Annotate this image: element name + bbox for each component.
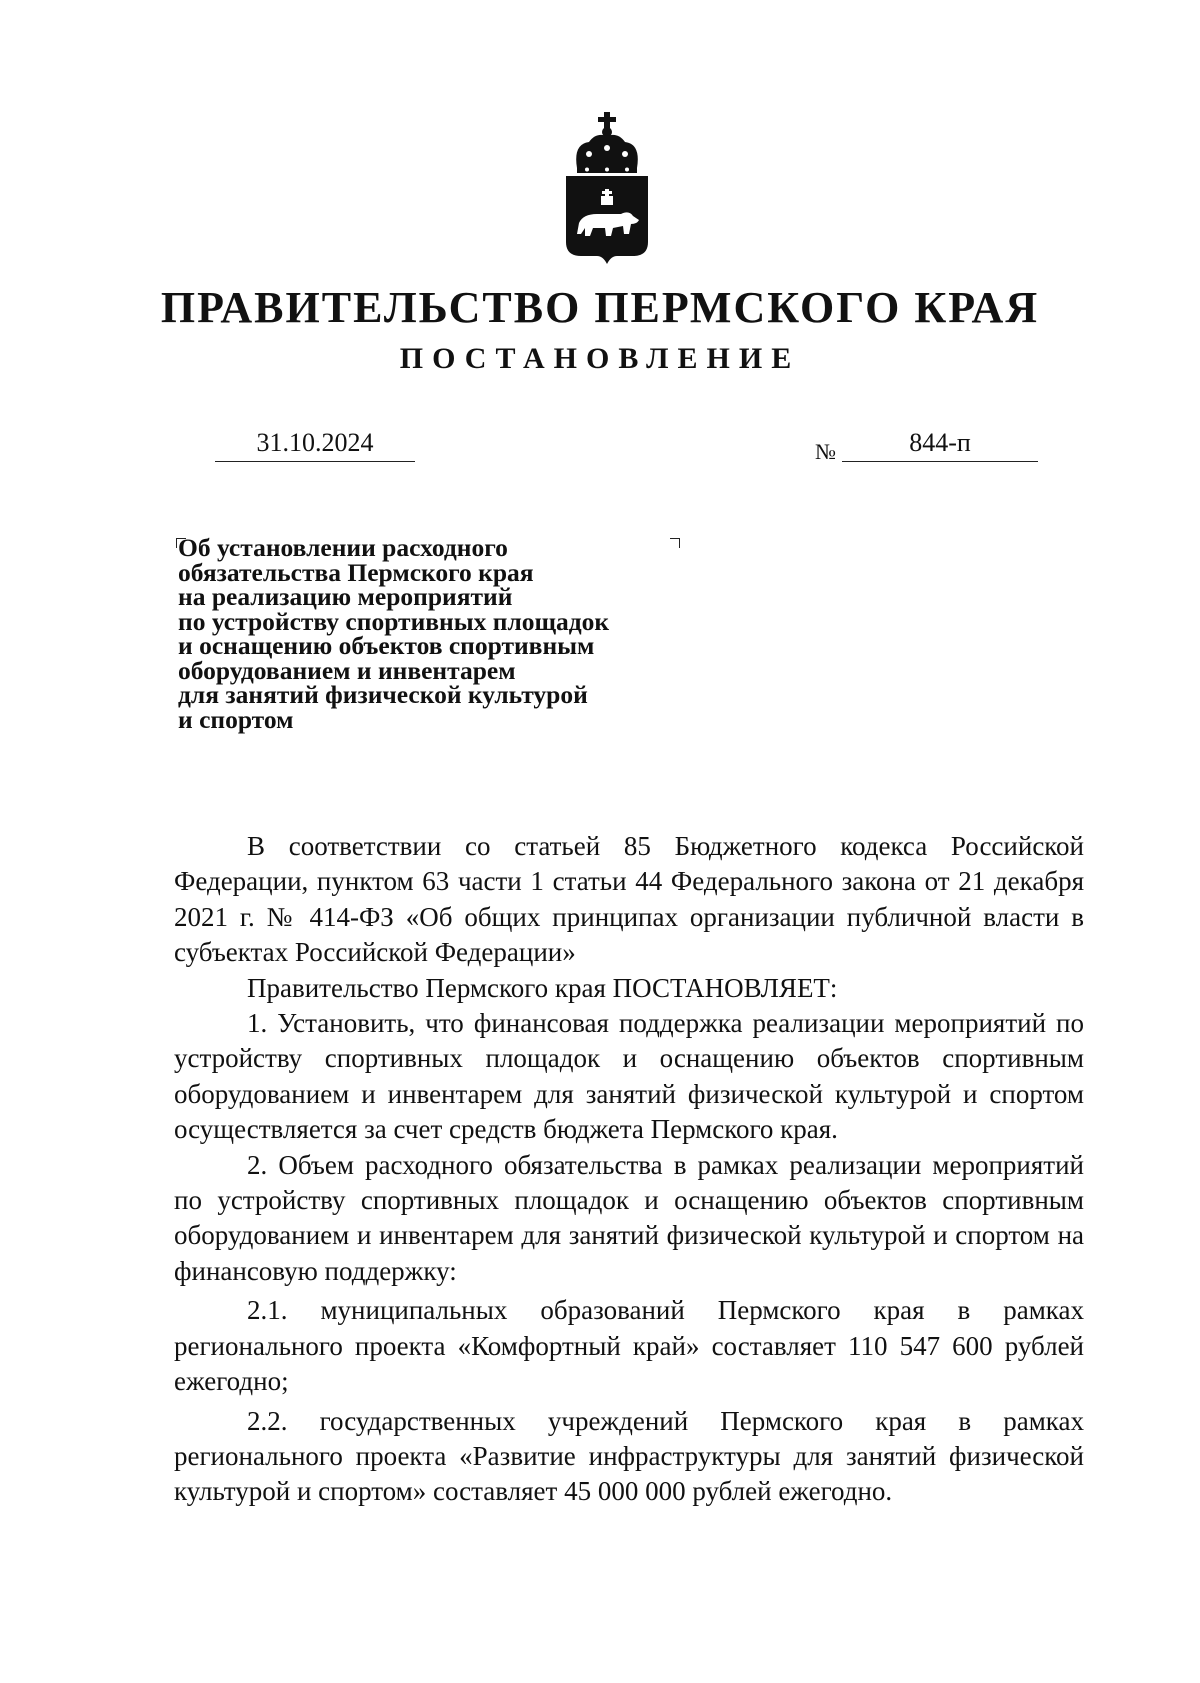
document-number: 844-п xyxy=(842,427,1038,462)
item-2-1-paragraph: 2.1. муниципальных образований Пермского края в рамках регионального проекта «Комфортный край» составляет 110 547 600 рублей ежегодно; xyxy=(174,1295,1084,1397)
document-type: ПОСТАНОВЛЕНИЕ xyxy=(399,342,801,375)
document-date: 31.10.2024 xyxy=(215,427,415,462)
subject-line: обязательства Пермского края xyxy=(178,557,534,587)
resolves-paragraph: Правительство Пермского края ПОСТАНОВЛЯЕТ: xyxy=(247,972,838,1003)
number-sign: № xyxy=(815,439,836,464)
subject-line: и спортом xyxy=(178,704,294,734)
subject-line: для занятий физической культурой xyxy=(178,680,588,709)
document-subject xyxy=(178,533,718,734)
item-2-paragraph: 2. Объем расходного обязательства в рамках реализации мероприятий по устройству спортивных площадок и оснащению объектов спортивным оборудованием и инвентарем для занятий физической культурой и спортом на финансовую поддержку: xyxy=(174,1149,1084,1286)
subject-line: на реализацию мероприятий xyxy=(178,582,513,611)
item-2-2-paragraph: 2.2. государственных учреждений Пермского края в рамках регионального проекта «Развитие инфраструктуры для занятий физической культурой и спортом» составляет 45 000 000 рублей ежегодно. xyxy=(174,1405,1084,1507)
item-1-paragraph: 1. Установить, что финансовая поддержка реализации мероприятий по устройству спортивных площадок и оснащению объектов спортивным оборудованием и инвентарем для занятий физической культурой и спортом осуществляется за счет средств бюджета Пермского края. xyxy=(174,1008,1084,1145)
subject-line: и оснащению объектов спортивным xyxy=(178,631,595,660)
subject-line: Об установлении расходного xyxy=(178,533,508,562)
perm-krai-coat-of-arms-icon xyxy=(563,110,651,266)
document-body xyxy=(174,829,1084,1510)
subject-line: по устройству спортивных площадок xyxy=(178,606,610,636)
preamble-paragraph: В соответствии со статьей 85 Бюджетного кодекса Российской Федерации, пунктом 63 части 1 статьи 44 Федерального закона от 21 декабря 2021 г. № 414-ФЗ «Об общих принципах организации публичной власти в субъектах Российской Федерации» xyxy=(174,831,1084,968)
organization-title: ПРАВИТЕЛЬСТВО ПЕРМСКОГО КРАЯ xyxy=(160,283,1040,332)
subject-line: оборудованием и инвентарем xyxy=(178,655,516,685)
